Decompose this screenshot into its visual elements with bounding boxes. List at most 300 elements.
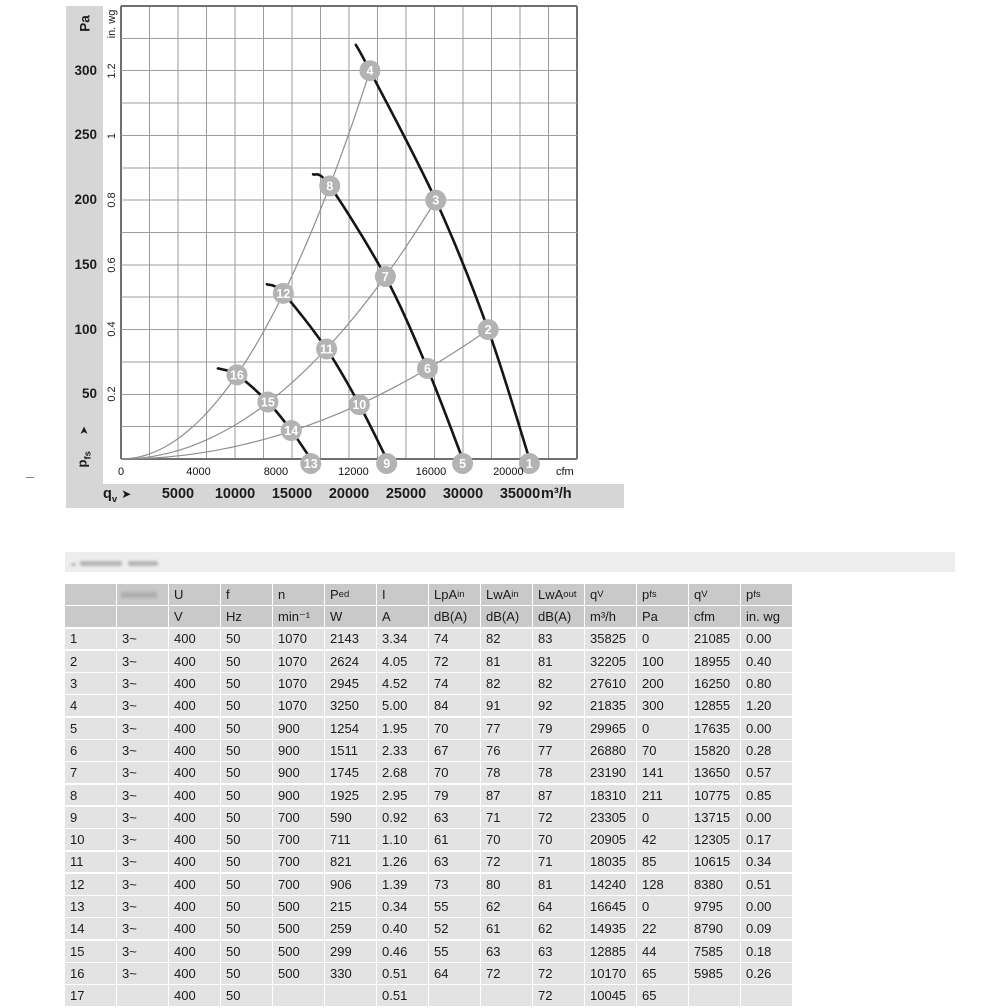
table-cell: 0.00 [741,896,792,917]
operating-point-marker [300,453,321,474]
table-cell: 0.40 [741,651,792,672]
unit-cell: min⁻¹ [273,606,324,627]
table-cell: 0 [637,629,688,650]
table-cell: 0.85 [741,785,792,806]
pfs-axis-label: $p_{fs}$ [74,451,94,468]
table-cell: 299 [325,941,376,962]
operating-point-marker [273,283,294,304]
table-cell: 14935 [585,918,636,939]
table-cell: 11 [65,852,116,873]
table-cell: 18955 [689,651,740,672]
redacted-text [121,592,157,598]
header-cell: p fs [741,584,792,605]
table-cell: 400 [169,629,220,650]
table-cell: 44 [637,941,688,962]
pa-tick: 300 [74,62,97,78]
table-cell: 0.34 [741,852,792,873]
svg-text:1: 1 [525,457,533,471]
redacted-text [80,561,122,566]
unit-cell: cfm [689,606,740,627]
table-header-row [65,584,805,605]
table-cell: 12885 [585,941,636,962]
table-cell: 1.39 [377,874,428,895]
m3h-tick: 10000 [214,486,256,502]
unit-cell: m³/h [585,606,636,627]
table-cell: 3 [65,673,116,694]
table-cell: 1 [65,629,116,650]
table-cell: 62 [481,896,532,917]
table-cell [273,985,324,1006]
table-cell [429,985,480,1006]
unit-cell: Hz [221,606,272,627]
table-cell: 83 [533,629,584,650]
operating-point-marker [359,60,380,81]
table-row [65,918,805,939]
table-cell: 0 [637,718,688,739]
table-cell: 82 [481,629,532,650]
table-cell: 400 [169,852,220,873]
table-cell: 0.00 [741,718,792,739]
cfm-tick: 0 [117,466,125,478]
table-cell: 20905 [585,829,636,850]
table-cell: 50 [221,985,272,1006]
table-cell: 9 [65,807,116,828]
operating-point-marker [281,420,302,441]
table-cell: 71 [533,852,584,873]
table-cell: 67 [429,740,480,761]
unit-cell [117,606,168,627]
table-row [65,718,805,739]
table-cell: 10615 [689,852,740,873]
table-cell: 400 [169,963,220,984]
table-cell: 700 [273,829,324,850]
m3h-tick: 30000 [442,486,484,502]
operating-point-marker [349,394,370,415]
redacted-text [71,563,76,566]
table-cell: 82 [481,673,532,694]
table-row [65,941,805,962]
table-cell: 91 [481,695,532,716]
table-cell: 700 [273,852,324,873]
pa-tick: 200 [74,192,97,208]
table-unit-row [65,606,805,627]
table-cell: 400 [169,941,220,962]
table-cell: 72 [533,963,584,984]
table-cell: 3~ [117,785,168,806]
table-cell: 9795 [689,896,740,917]
table-cell: 72 [481,852,532,873]
table-cell: 14240 [585,874,636,895]
unit-cell [65,606,116,627]
table-cell: 3~ [117,629,168,650]
table-cell: 5 [65,718,116,739]
table-cell: 900 [273,785,324,806]
table-cell: 3~ [117,740,168,761]
table-row [65,673,805,694]
m3h-unit-label: m³/h [541,486,572,502]
table-cell: 50 [221,918,272,939]
fan-curve [356,45,530,459]
table-cell: 61 [429,829,480,850]
inwg-tick: 0.8 [106,192,118,208]
table-row [65,896,805,917]
table-row [65,629,805,650]
cfm-tick: 16000 [415,466,447,478]
table-cell: 0.26 [741,963,792,984]
header-cell: P ed [325,584,376,605]
table-row [65,852,805,873]
table-cell: 50 [221,807,272,828]
operating-point-marker [257,392,278,413]
table-cell: 1.20 [741,695,792,716]
table-cell: 0.17 [741,829,792,850]
header-cell: f [221,584,272,605]
operating-point-marker [375,266,396,287]
table-cell [325,985,376,1006]
svg-text:9: 9 [383,457,391,471]
inwg-tick: 1 [106,132,118,139]
table-cell: 2.33 [377,740,428,761]
operating-point-marker [319,175,340,196]
svg-text:6: 6 [423,361,431,376]
table-cell [481,985,532,1006]
table-cell: 72 [481,963,532,984]
table-cell: 16250 [689,673,740,694]
svg-text:7: 7 [381,270,389,285]
table-cell: 50 [221,941,272,962]
table-cell: 50 [221,673,272,694]
table-cell: 16 [65,963,116,984]
table-row [65,807,805,828]
table-cell: 400 [169,874,220,895]
table-cell: 50 [221,785,272,806]
table-cell: 5985 [689,963,740,984]
header-cell: LwA in [481,584,532,605]
table-cell: 3~ [117,852,168,873]
table-cell: 259 [325,918,376,939]
table-cell: 78 [481,762,532,783]
header-cell: p fs [637,584,688,605]
table-cell: 3~ [117,874,168,895]
table-cell: 10170 [585,963,636,984]
table-cell: 1070 [273,673,324,694]
plot-svg [121,6,577,471]
table-row [65,874,805,895]
table-cell: 400 [169,896,220,917]
table-cell: 1254 [325,718,376,739]
table-cell: 7 [65,762,116,783]
table-cell: 0.00 [741,629,792,650]
table-cell: 15 [65,941,116,962]
table-cell: 29965 [585,718,636,739]
table-cell: 85 [637,852,688,873]
table-cell: 72 [429,651,480,672]
table-cell: 3~ [117,762,168,783]
table-row [65,740,805,761]
operating-point-marker [226,364,247,385]
inwg-tick: 0.4 [106,321,118,337]
table-cell: 0.51 [377,963,428,984]
table-cell: 50 [221,963,272,984]
header-cell [117,584,168,605]
table-cell: 81 [533,651,584,672]
svg-text:15: 15 [260,395,275,410]
cfm-tick: 8000 [263,466,289,478]
table-cell: 700 [273,874,324,895]
pfs-axis-arrow-icon: ➤ [78,425,91,436]
table-cell: 50 [221,740,272,761]
table-cell: 87 [481,785,532,806]
svg-text:14: 14 [284,424,299,439]
table-cell: 12855 [689,695,740,716]
unit-cell: Pa [637,606,688,627]
operating-point-marker [417,358,438,379]
table-cell: 15820 [689,740,740,761]
svg-text:10: 10 [352,398,367,413]
table-cell: 80 [481,874,532,895]
table-cell: 16645 [585,896,636,917]
table-cell: 84 [429,695,480,716]
pa-tick: 150 [74,256,97,272]
table-cell: 711 [325,829,376,850]
table-cell: 900 [273,740,324,761]
cfm-unit-label: cfm [556,466,574,478]
table-cell: 18310 [585,785,636,806]
table-cell: 17 [65,985,116,1006]
table-cell: 10 [65,829,116,850]
table-cell: 400 [169,740,220,761]
table-cell: 900 [273,718,324,739]
table-cell: 1.95 [377,718,428,739]
table-cell: 50 [221,651,272,672]
table-cell: 2143 [325,629,376,650]
table-cell: 82 [533,673,584,694]
table-cell: 81 [481,651,532,672]
table-cell: 0.51 [377,985,428,1006]
table-cell: 3~ [117,896,168,917]
table-cell: 70 [637,740,688,761]
fan-curve [313,174,463,459]
table-cell: 72 [533,807,584,828]
table-cell: 1511 [325,740,376,761]
table-cell: 0.34 [377,896,428,917]
table-cell: 400 [169,985,220,1006]
table-cell: 10045 [585,985,636,1006]
table-cell: 8790 [689,918,740,939]
table-cell: 64 [533,896,584,917]
unit-cell: in. wg [741,606,792,627]
pa-tick: 50 [81,386,97,402]
table-cell: 590 [325,807,376,828]
table-cell: 50 [221,874,272,895]
m3h-tick: 5000 [161,486,195,502]
header-cell: n [273,584,324,605]
inwg-tick: 0.2 [106,385,118,402]
inwg-axis-label: in. wg [106,9,118,39]
table-cell: 0.92 [377,807,428,828]
table-cell: 4 [65,695,116,716]
table-cell: 79 [533,718,584,739]
table-cell: 70 [429,718,480,739]
header-cell: I [377,584,428,605]
inwg-tick: 1.2 [106,63,118,79]
table-cell: 0.80 [741,673,792,694]
table-cell: 400 [169,695,220,716]
operating-point-marker [316,338,337,359]
table-cell: 0.00 [741,807,792,828]
table-cell: 63 [533,941,584,962]
table-cell: 50 [221,762,272,783]
table-cell: 13650 [689,762,740,783]
table-cell: 500 [273,963,324,984]
table-cell: 400 [169,829,220,850]
table-cell: 64 [429,963,480,984]
table-cell: 74 [429,673,480,694]
table-cell: 65 [637,963,688,984]
header-cell: U [169,584,220,605]
table-cell: 4.52 [377,673,428,694]
table-cell: 1.10 [377,829,428,850]
table-cell: 0.40 [377,918,428,939]
table-row [65,695,805,716]
unit-cell: V [169,606,220,627]
table-cell: 50 [221,695,272,716]
table-cell: 63 [481,941,532,962]
header-cell: q V [689,584,740,605]
table-cell [689,985,740,1006]
cfm-tick: 12000 [338,466,369,478]
operating-point-marker [425,190,446,211]
table-cell: 400 [169,651,220,672]
table-cell: 50 [221,718,272,739]
table-cell: 300 [637,695,688,716]
table-cell: 26880 [585,740,636,761]
header-cell [65,584,116,605]
table-cell: 5.00 [377,695,428,716]
pa-tick: 100 [74,321,97,337]
table-cell [741,985,792,1006]
table-cell: 52 [429,918,480,939]
table-cell: 71 [481,807,532,828]
table-cell: 400 [169,762,220,783]
table-cell: 55 [429,941,480,962]
table-row [65,762,805,783]
redacted-text [128,561,158,566]
table-cell: 18035 [585,852,636,873]
table-cell: 78 [533,762,584,783]
operating-point-marker [478,319,499,340]
unit-cell: dB(A) [429,606,480,627]
table-cell: 2 [65,651,116,672]
table-cell: 12305 [689,829,740,850]
table-cell: 1070 [273,629,324,650]
table-cell: 3.34 [377,629,428,650]
m3h-tick: 35000 [499,486,541,502]
table-cell: 6 [65,740,116,761]
table-row [65,651,805,672]
table-cell: 1925 [325,785,376,806]
table-cell: 73 [429,874,480,895]
m3h-tick: 20000 [328,486,370,502]
table-cell: 330 [325,963,376,984]
table-cell: 27610 [585,673,636,694]
qv-axis-arrow-icon: ➤ [121,487,131,501]
table-cell: 8 [65,785,116,806]
header-cell: q V [585,584,636,605]
table-cell: 74 [429,629,480,650]
table-cell: 23305 [585,807,636,828]
table-cell: 3~ [117,941,168,962]
table-cell: 8380 [689,874,740,895]
table-cell: 1070 [273,651,324,672]
table-cell: 400 [169,807,220,828]
table-cell: 50 [221,829,272,850]
table-cell: 100 [637,651,688,672]
m3h-tick: 15000 [271,486,313,502]
table-cell: 3~ [117,651,168,672]
table-cell: 400 [169,918,220,939]
table-cell: 141 [637,762,688,783]
table-cell: 0.46 [377,941,428,962]
table-cell: 4.05 [377,651,428,672]
table-cell: 62 [533,918,584,939]
table-cell: 17635 [689,718,740,739]
table-cell: 14 [65,918,116,939]
table-row [65,785,805,806]
table-cell: 35825 [585,629,636,650]
margin-dash: – [26,468,34,484]
unit-cell: dB(A) [533,606,584,627]
table-cell: 21085 [689,629,740,650]
table-cell: 821 [325,852,376,873]
table-cell: 63 [429,852,480,873]
svg-text:11: 11 [319,342,334,357]
table-cell: 72 [533,985,584,1006]
table-cell: 50 [221,896,272,917]
inwg-tick: 0.6 [106,256,118,273]
table-cell: 65 [637,985,688,1006]
table-cell: 0.51 [741,874,792,895]
table-cell: 61 [481,918,532,939]
table-cell: 1070 [273,695,324,716]
table-cell: 63 [429,807,480,828]
table-row [65,963,805,984]
table-cell: 81 [533,874,584,895]
table-cell: 23190 [585,762,636,783]
table-cell: 400 [169,673,220,694]
qv-axis-label: $q_v$ ➤ [103,486,131,505]
table-row [65,829,805,850]
table-cell: 900 [273,762,324,783]
table-cell: 12 [65,874,116,895]
svg-text:3: 3 [432,193,440,208]
table-cell: 500 [273,896,324,917]
table-cell: 400 [169,718,220,739]
table-cell: 77 [533,740,584,761]
table-cell: 50 [221,852,272,873]
table-cell: 2.95 [377,785,428,806]
table-cell: 3~ [117,695,168,716]
m3h-tick: 25000 [385,486,427,502]
pa-tick: 250 [74,127,97,143]
table-cell: 79 [429,785,480,806]
svg-text:4: 4 [366,64,374,79]
table-cell: 70 [429,762,480,783]
svg-text:12: 12 [276,286,291,301]
svg-text:8: 8 [326,179,334,194]
table-cell: 128 [637,874,688,895]
pa-axis-label: Pa [77,15,93,32]
